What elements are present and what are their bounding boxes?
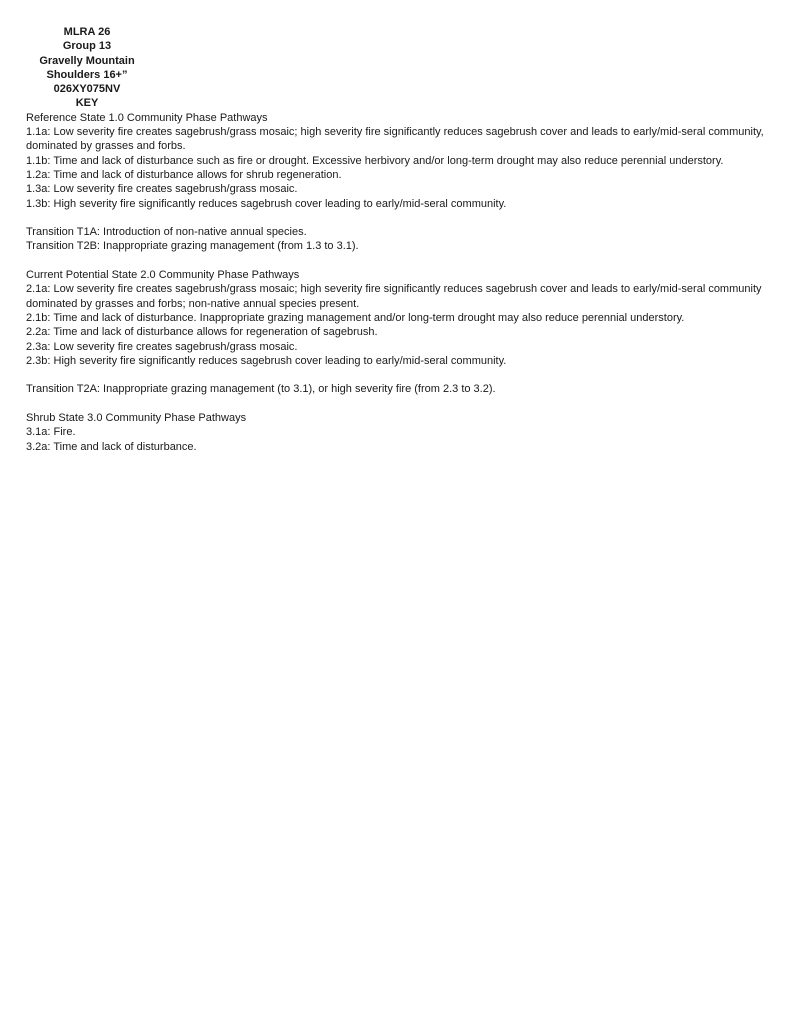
- title-site-id: 026XY075NV: [53, 83, 121, 96]
- current-state-heading: Current Potential State 2.0 Community Phase Pathways: [26, 269, 300, 282]
- pathway-1-2a: 1.2a: Time and lack of disturbance allows for shrub regeneration.: [26, 168, 342, 181]
- transition-t2a: Transition T2A: Inappropriate grazing management (to 3.1), or high severity fire (from 2.3 to 3.2).: [26, 383, 496, 396]
- reference-state-heading: Reference State 1.0 Community Phase Pathways: [26, 111, 268, 124]
- pathway-1-1b: 1.1b: Time and lack of disturbance such as fire or drought. Excessive herbivory and/or long-term drought may also reduce perennial understory.: [26, 154, 724, 167]
- pathway-2-3a: 2.3a: Low severity fire creates sagebrush/grass mosaic.: [26, 340, 298, 353]
- title-mlra: MLRA 26: [63, 26, 111, 38]
- transitions-section-2: [26, 382, 766, 396]
- pathway-1-1a: 1.1a: Low severity fire creates sagebrush/grass mosaic; high severity fire significantly reduces sagebrush cover and leads to early/mid-seral community, dominated by grasses and forbs.: [26, 126, 764, 153]
- pathway-2-3b: 2.3b: High severity fire significantly reduces sagebrush cover leading to early/mid-seral community.: [26, 354, 507, 367]
- title-group: Group 13: [62, 40, 112, 53]
- title-block: [26, 25, 148, 111]
- pathway-2-2a: 2.2a: Time and lack of disturbance allows for regeneration of sagebrush.: [26, 326, 378, 339]
- reference-state-section: [26, 111, 766, 211]
- pathway-3-1a: 3.1a: Fire.: [26, 426, 76, 439]
- paragraph-spacer: [26, 254, 766, 268]
- pathway-3-2a: 3.2a: Time and lack of disturbance.: [26, 440, 197, 453]
- paragraph-spacer: [26, 211, 766, 225]
- title-key: KEY: [75, 97, 99, 110]
- transition-t1a: Transition T1A: Introduction of non-native annual species.: [26, 226, 307, 239]
- pathway-2-1a: 2.1a: Low severity fire creates sagebrush/grass mosaic; high severity fire significantly reduces sagebrush cover and leads to early/mid-seral community dominated by grasses and forbs; non-native annual species present.: [26, 283, 762, 310]
- paragraph-spacer: [26, 397, 766, 411]
- title-precipitation: Shoulders 16+”: [46, 68, 128, 81]
- paragraph-spacer: [26, 368, 766, 382]
- current-state-section: [26, 268, 766, 368]
- pathway-1-3a: 1.3a: Low severity fire creates sagebrush/grass mosaic.: [26, 183, 298, 196]
- pathway-2-1b: 2.1b: Time and lack of disturbance. Inappropriate grazing management and/or long-term drought may also reduce perennial understory.: [26, 311, 685, 324]
- transitions-section-1: [26, 225, 766, 254]
- transition-t2b: Transition T2B: Inappropriate grazing management (from 1.3 to 3.1).: [26, 240, 359, 253]
- shrub-state-heading: Shrub State 3.0 Community Phase Pathways: [26, 412, 247, 425]
- document-page: [26, 25, 766, 454]
- title-site-name: Gravelly Mountain: [39, 54, 135, 67]
- pathway-1-3b: 1.3b: High severity fire significantly reduces sagebrush cover leading to early/mid-seral community.: [26, 197, 507, 210]
- shrub-state-section: [26, 411, 766, 454]
